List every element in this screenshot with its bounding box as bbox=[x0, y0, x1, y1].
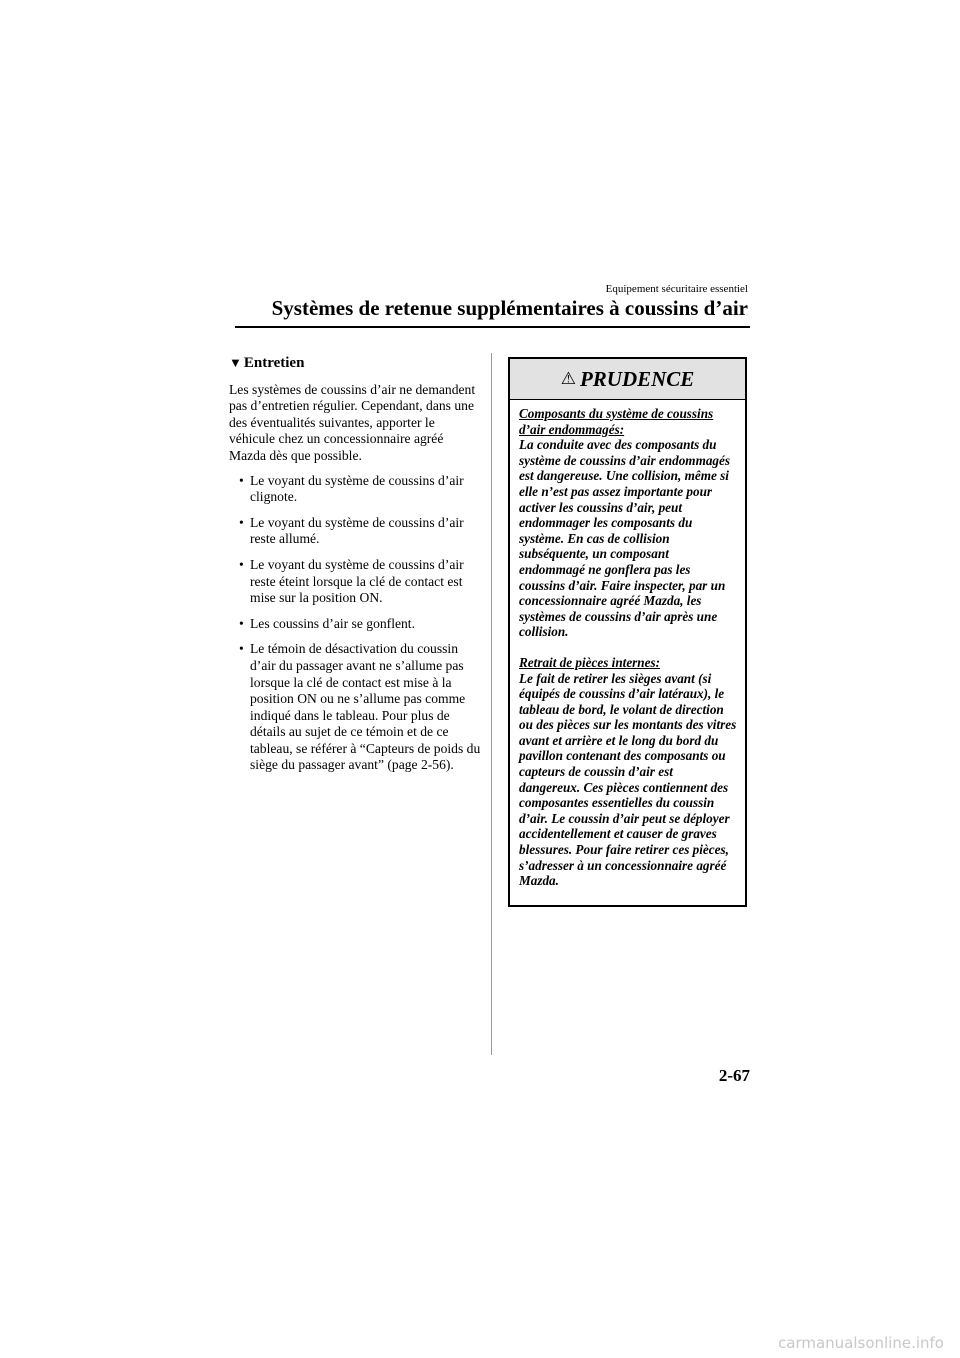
caution-box bbox=[508, 357, 747, 907]
header-divider bbox=[235, 326, 750, 328]
caution-text-2: Le fait de retirer les sièges avant (si équipés de coussins d’air latéraux), le tableau de bord, le volant de direction ou des pièces sur les montants des vitres avant et arrière et le long du bord du pavillon contenant des composants ou capteurs de coussin d’air est dangereux. Ces pièces contiennent des composantes essentielles du coussin d’air. Le coussin d’air peut se déployer accidentellement et causer de graves blessures. Pour faire retirer ces pièces, s’adresser à un concessionnaire agréé Mazda. bbox=[519, 670, 737, 889]
bullet-icon: • bbox=[239, 514, 244, 530]
list-item: • Le voyant du système de coussins d’air reste éteint lorsque la clé de contact est mise sur la position ON. bbox=[239, 556, 464, 606]
warning-icon: ⚠ bbox=[560, 369, 576, 389]
left-column bbox=[229, 355, 481, 783]
caution-header bbox=[510, 359, 745, 400]
section-heading-text: Entretien bbox=[243, 355, 305, 371]
bullet-icon: • bbox=[239, 472, 244, 488]
column-divider bbox=[491, 353, 492, 1055]
list-item: • Le voyant du système de coussins d’air clignote. bbox=[239, 472, 464, 505]
caution-body bbox=[510, 400, 745, 889]
bullet-icon: • bbox=[239, 641, 244, 657]
spacer bbox=[519, 640, 737, 655]
list-item: • Le voyant du système de coussins d’air reste allumé. bbox=[239, 514, 464, 547]
section-label: Equipement sécuritaire essentiel bbox=[605, 283, 748, 295]
bullet-icon: • bbox=[239, 615, 244, 631]
list-item: • Le témoin de désactivation du coussin d’air du passager avant ne s’allume pas lorsque la clé de contact est mise à la position ON ou ne s’allume pas comme indiqué dans le tableau. Pour plus de détails au sujet de ce témoin et de ce tableau, se référer à “Capteurs de poids du siège du passager avant” (page 2-56). bbox=[239, 641, 481, 773]
caution-subheading-2: Retrait de pièces internes: bbox=[519, 654, 661, 670]
section-heading bbox=[229, 355, 481, 372]
bullet-icon: • bbox=[239, 556, 244, 572]
bullet-list bbox=[229, 473, 481, 775]
caution-title: PRUDENCE bbox=[579, 366, 695, 391]
page-number: 2-67 bbox=[718, 1066, 750, 1085]
watermark: carmanualsonline.info bbox=[778, 1334, 944, 1352]
caution-subheading-1: Composants du système de coussins d’air endommagés: bbox=[519, 406, 714, 437]
list-item: • Les coussins d’air se gonflent. bbox=[239, 615, 415, 631]
intro-paragraph: Les systèmes de coussins d’air ne demandent pas d’entretien régulier. Cependant, dans une des éventualités suivantes, apporter le véhicule chez un concessionnaire agréé Mazda dès que possible. bbox=[229, 381, 476, 463]
triangle-down-icon: ▼ bbox=[229, 355, 242, 370]
caution-text-1: La conduite avec des composants du système de coussins d’air endommagés est dangereuse. Une collision, même si elle n’est pas assez importante pour activer les coussins d’air, peut endommager les composants du système. En cas de collision subséquente, un composant endommagé ne gonflera pas les coussins d’air. Faire inspecter, par un concessionnaire agréé Mazda, les systèmes de coussins d’air après une collision. bbox=[519, 437, 730, 640]
page-title: Systèmes de retenue supplémentaires à coussins d’air bbox=[271, 296, 748, 320]
